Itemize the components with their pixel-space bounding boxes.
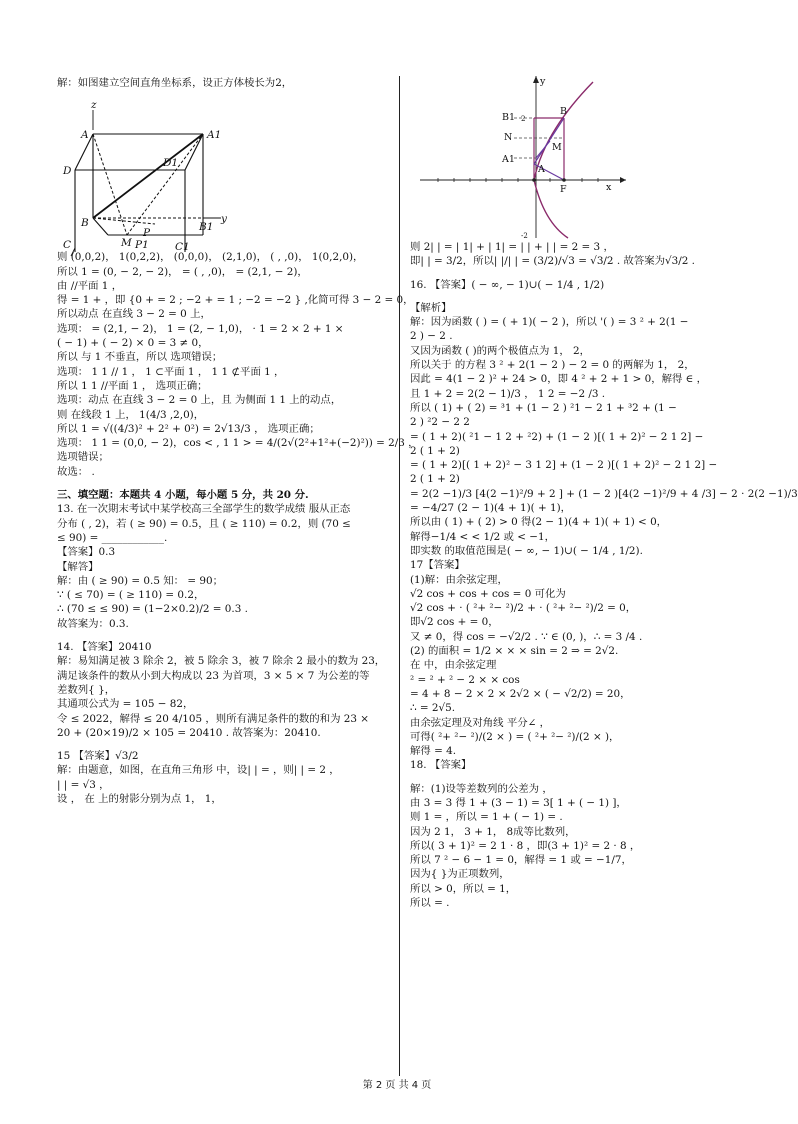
text-line: 即√2 cos + = 0， <box>410 616 499 629</box>
text-line: = 4 + 8 − 2 × 2 × 2√2 × ( − √2/2) = 20， <box>410 687 631 700</box>
text-line: = 2(2 −1)/3 [4(2 −1)²/9 + 2 ] + (1 − 2 )[4(2 −1)²/9 + 4 /3] − 2 · 2(2 −1)/3 <box>410 487 798 500</box>
text-line: 所以( 3 + 1)² = 2 1 · 8 ，即(3 + 1)² = 2 · 8 ， <box>410 839 641 852</box>
text-line: 即实数 的取值范围是( − ∞, − 1)∪( − 1/4 , 1/2). <box>410 544 643 557</box>
text-line: 20 + (20×19)/2 × 105 = 20410 . 故答案为：20410. <box>57 726 321 739</box>
text-line: 解：如图建立空间直角坐标系，设正方体棱长为2， <box>57 77 293 89</box>
left-column <box>57 76 419 806</box>
text-line: 三、填空题：本题共 4 小题，每小题 5 分，共 20 分. <box>57 489 309 502</box>
text-line: 选项： 1 1 = (0,0, − 2)，cos < , 1 1 > = 4/(2√(2²+1²+(−2)²)) = 2/3 ， <box>57 437 419 450</box>
cube-figure-wrap <box>57 90 390 254</box>
text-line: ( − 1) + ( − 2) × 0 = 3 ≠ 0， <box>57 337 209 350</box>
text-line: 且 1 + 2 = 2(2 − 1)/3 ， 1 2 = −2 /3 . <box>410 387 606 400</box>
text-line: ≤ 90) = ____________. <box>57 531 168 544</box>
m-a1-line <box>536 141 550 158</box>
spacer <box>410 773 740 782</box>
fig-label: F <box>560 184 567 195</box>
fig-label: M <box>121 237 132 250</box>
spacer <box>57 631 390 640</box>
cube-hidden <box>93 134 203 235</box>
text-line: 因为 2 1， 3 + 1， 8成等比数列， <box>410 825 576 838</box>
text-line: 解得−1/4 < < 1/2 或 < −1， <box>410 530 555 543</box>
text-line: 即| | = 3/2，所以| |/| | = (3/2)/√3 = √3/2 . 故答案为√3/2 . <box>410 255 695 268</box>
text-line: 13. 在一次期末考试中某学校高三全部学生的数学成绩 服从正态 <box>57 503 351 516</box>
y-axis-arrow <box>533 76 539 83</box>
fig-label: -2 <box>521 232 528 240</box>
text-line: 所以关于 的方程 3 ² + 2(1 − 2 ) − 2 = 0 的两解为 1， 2， <box>410 359 695 372</box>
fig-label: B <box>560 106 567 117</box>
text-line: 解得 = 4. <box>410 745 457 758</box>
text-line: 因为{ }为正项数列， <box>410 868 510 881</box>
text-line: (1)解：由余弦定理， <box>410 573 508 586</box>
spacer <box>57 740 390 749</box>
fig-label: z <box>91 99 97 112</box>
cube-diagonal <box>93 134 203 218</box>
text-line: 17【答案】 <box>410 559 465 572</box>
x-axis-arrow <box>620 177 626 183</box>
text-line: 所以 > 0，所以 = 1， <box>410 882 517 895</box>
column-divider <box>399 76 400 1076</box>
text-line: (2) 的面积 = 1/2 × × × sin = 2 ⇒ = 2√2. <box>410 645 619 658</box>
fig-label: A1 <box>502 154 515 165</box>
text-line: 其通项公式为 = 105 − 82， <box>57 698 194 711</box>
fig-label: x <box>606 182 612 193</box>
parabola-figure <box>418 72 630 240</box>
text-line: 由 3 = 3 得 1 + (3 − 1) = 3[ 1 + ( − 1) ]， <box>410 796 627 809</box>
text-line: 所以 1 = √((4/3)² + 2² + 0²) = 2√13/3 ， 选项正确； <box>57 422 320 435</box>
text-line: 2 ) − 2 . <box>410 330 453 343</box>
spacer <box>410 269 740 278</box>
text-line: √2 cos + cos + cos = 0 可化为 <box>410 587 566 600</box>
text-line: √2 cos + · ( ²+ ²− ²)/2 + · ( ²+ ²− ²)/2 = 0， <box>410 602 637 615</box>
page-footer: 第 2 页 共 4 页 <box>362 1080 432 1091</box>
fig-label: 2 <box>521 115 526 123</box>
text-line: 选项错误； <box>57 451 109 464</box>
text-line: 所以由 ( 1) + ( 2) > 0 得(2 − 1)(4 + 1)( + 1) < 0， <box>410 516 668 529</box>
ab-line <box>534 118 564 164</box>
text-line: 解：由题意，如图，在直角三角形 中，设| | = ，则| | = 2 ， <box>57 764 340 777</box>
text-line: ² = ² + ² − 2 × × cos <box>410 673 520 686</box>
text-line: = ( 1 + 2)( ²1 − 1 2 + ²2) + (1 − 2 )[( 1 + 2)² − 2 1 2] − <box>410 430 704 443</box>
spacer <box>57 479 390 488</box>
text-line: 2 ( 1 + 2) <box>410 473 460 486</box>
fig-label: D <box>63 165 72 178</box>
text-line: 【解析】 <box>410 301 452 314</box>
fig-label: B1 <box>502 112 516 123</box>
fig-label: A1 <box>207 129 222 142</box>
cube-figure <box>63 90 241 254</box>
text-line: 15 【答案】√3/2 <box>57 750 139 763</box>
text-line: = −4/27 (2 − 1)(4 + 1)( + 1)， <box>410 502 572 515</box>
text-line: 又因为函数 ( )的两个极值点为 1， 2， <box>410 344 591 357</box>
text-line: 令 ≤ 2022，解得 ≤ 20 4/105 ，则所有满足条件的数的和为 23 × <box>57 712 370 725</box>
text-line: 故答案为：0.3. <box>57 617 129 630</box>
text-line: 2 ) ²2 − 2 2 <box>410 416 470 429</box>
text-line: 分布 ( , 2)，若 ( ≥ 90) = 0.5，且 ( ≥ 110) = 0.2，则 (70 ≤ <box>57 517 351 530</box>
text-line: 则 2| | = | 1| + | 1| = | | + | | = 2 = 3 ， <box>410 241 614 253</box>
text-line: 所以 与 1 不垂直，所以 选项错误； <box>57 351 223 364</box>
text-line: 由 //平面 1 ， <box>57 279 123 292</box>
fig-label: B <box>81 217 89 230</box>
text-line: 14. 【答案】20410 <box>57 641 152 654</box>
fig-label: C <box>63 239 72 252</box>
text-line: 在 中，由余弦定理 <box>410 659 497 672</box>
text-line: 16. 【答案】( − ∞, − 1)∪( − 1/4 , 1/2) <box>410 278 605 291</box>
text-line: 差数列{ }， <box>57 683 116 696</box>
text-line: 解：(1)设等差数列的公差为 ， <box>410 782 553 795</box>
text-line: 又 ≠ 0，得 cos = −√2/2 . ∵ ∈ (0, )，∴ = 3 /4 . <box>410 630 643 643</box>
text-line: 设 ， 在 上的射影分别为点 1， 1， <box>57 792 222 805</box>
text-line: 解：易知满足被 3 除余 2，被 5 除余 3，被 7 除余 2 最小的数为 23， <box>57 655 386 668</box>
text-line: 选项：动点 在直线 3 − 2 = 0 上，且 为侧面 1 1 上的动点， <box>57 394 342 407</box>
text-line: 则 1 = ，所以 = 1 + ( − 1) = . <box>410 811 563 824</box>
text-line: 所以 1 = (0, − 2, − 2)， = ( , ,0)， = (2,1, − 2)， <box>57 265 308 278</box>
fig-label: A <box>538 164 545 175</box>
text-line: 2 ( 1 + 2) <box>410 444 460 457</box>
text-line: = ( 1 + 2)[( 1 + 2)² − 3 1 2] + (1 − 2 )[( 1 + 2)² − 2 1 2] − <box>410 459 718 472</box>
fig-label: P1 <box>135 239 149 252</box>
spacer <box>410 292 740 301</box>
text-line: ∵ ( ≤ 70) = ( ≥ 110) = 0.2， <box>57 589 205 602</box>
focus-point <box>562 178 566 182</box>
text-line: 由余弦定理及对角线 平分∠ ， <box>410 716 550 729</box>
text-line: 【答案】0.3 <box>57 546 116 559</box>
text-line: | | = √3 ， <box>57 778 110 791</box>
fig-label: y <box>540 76 546 87</box>
text-line: ∴ = 2√5. <box>410 702 456 715</box>
right-column <box>410 240 798 910</box>
fig-label: D1 <box>163 157 179 170</box>
text-line: 所以 7 ² − 6 − 1 = 0，解得 = 1 或 = −1/7， <box>410 854 632 867</box>
text-line: 解：因为函数 ( ) = ( + 1)( − 2 )，所以 '( ) = 3 ² + 2(1 − <box>410 316 689 329</box>
text-line: 18. 【答案】 <box>410 759 472 772</box>
text-line: ∴ (70 ≤ ≤ 90) = (1−2×0.2)/2 = 0.3 . <box>57 603 248 616</box>
fig-label: N <box>504 132 513 143</box>
text-line: 可得( ²+ ²− ²)/(2 × ) = ( ²+ ²− ²)/(2 × )， <box>410 730 620 743</box>
text-line: 满足该条件的数从小到大构成以 23 为首项，3 × 5 × 7 为公差的等 <box>57 669 370 682</box>
text-line: 因此 = 4(1 − 2 )² + 24 > 0，即 4 ² + 2 + 1 > 0，解得 ∈ ， <box>410 373 708 386</box>
fig-label: B1 <box>199 221 214 234</box>
fig-label: y <box>221 213 227 226</box>
cube-edges <box>75 134 203 252</box>
text-line: 所以 ( 1) + ( 2) = ³1 + (1 − 2 ) ²1 − 2 1 + ³2 + (1 − <box>410 401 677 414</box>
text-line: 所以 1 1 //平面 1 ， 选项正确； <box>57 379 208 392</box>
text-line: 则 (0,0,2)， 1(0,2,2)， (0,0,0)， (2,1,0)， ( , ,0)， 1(0,2,0)， <box>57 251 364 264</box>
text-line: 故选： . <box>57 465 95 478</box>
fig-label: M <box>552 142 562 153</box>
text-line: 选项： 1 1 // 1 ， 1 ⊂平面 1 ， 1 1 ⊄平面 1 ， <box>57 365 285 378</box>
text-line: 所以动点 在直线 3 − 2 = 0 上， <box>57 308 211 321</box>
text-line: 选项： = (2,1, − 2)， 1 = (2, − 1,0)， · 1 = 2 × 2 + 1 × <box>57 322 344 335</box>
text-line: 解：由 ( ≥ 90) = 0.5 知： = 90； <box>57 574 223 587</box>
fig-label: A <box>81 129 89 142</box>
text-line: 得 = 1 + ，即 {0 + = 2 ; −2 + = 1 ; −2 = −2 } ,化简可得 3 − 2 = 0， <box>57 294 414 307</box>
fig-label: C1 <box>175 241 190 254</box>
text-line: 则 在线段 1 上， 1(4/3 ,2,0)， <box>57 408 205 421</box>
origin-point <box>532 178 536 182</box>
text-line: 所以 = . <box>410 897 450 910</box>
text-line: 【解答】 <box>57 560 99 573</box>
fig-label: P <box>143 227 151 240</box>
